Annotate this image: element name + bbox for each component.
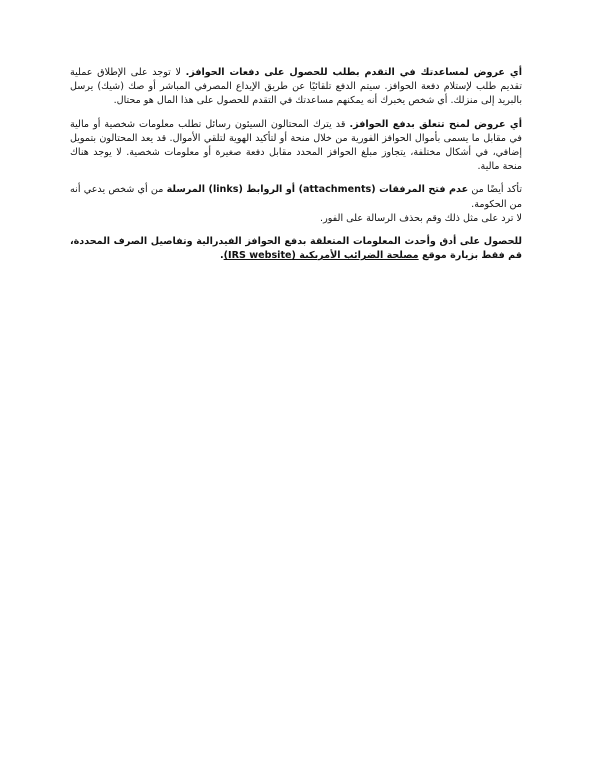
attachments-line2: لا ترد على مثل ذلك وقم بحذف الرسالة على الفور. <box>320 212 522 224</box>
document-page <box>70 66 522 272</box>
paragraph-body: قد يترك المحتالون السيئون رسائل تطلب معلومات شخصية أو مالية في مقابل ما يسمى بأموال الحوافز الفورية من خلال منحة أو لتأكيد الهوية لتلقي الأموال. قد يعد المحتالون بتمويل إضافي، في أشكال مختلفة، يتجاوز مبلغ الحوافز المحدد مقابل دفعة صغيرة أو معلومات شخصية. لا يوجد هناك منحة مالية. <box>70 118 522 173</box>
paragraph-grant-offers <box>70 118 522 175</box>
attachments-pre: تأكد أيضًا من <box>468 184 523 196</box>
paragraph-lead: أي عروض لمنح تتعلق بدفع الحوافز. <box>349 118 522 130</box>
attachments-post: من أي شخص يدعي أنه من الحكومة. <box>70 184 522 210</box>
final-end: . <box>219 250 224 262</box>
final-text: للحصول على أدق وأحدث المعلومات المتعلقة بدفع الحوافز الفيدرالية وتفاصيل الصرف المحددة، قم فقط بزيارة موقع <box>70 236 522 262</box>
irs-website-link[interactable]: مصلحة الضرائب الأمريكية (IRS website) <box>223 250 419 262</box>
paragraph-lead: أي عروض لمساعدتك في التقدم بطلب للحصول على دفعات الحوافز. <box>185 67 522 78</box>
paragraph-attachments-warning <box>70 183 522 226</box>
paragraph-body: لا توجد على الإطلاق عملية تقديم طلب لإستلام دفعة الحوافز. سيتم الدفع تلقائيًا عن طريق الإيداع المصرفي المباشر أو صك (شيك) يرسل بالبريد إلى منزلك. أي شخص يخبرك أنه يمكنهم مساعدتك في التقدم للحصول على هذا المال هو محتال. <box>70 67 522 107</box>
paragraph-application-offers <box>70 66 522 109</box>
attachments-bold: عدم فتح المرفقات (attachments) أو الروابط (links) المرسلة <box>166 184 469 196</box>
paragraph-official-info <box>70 235 522 263</box>
